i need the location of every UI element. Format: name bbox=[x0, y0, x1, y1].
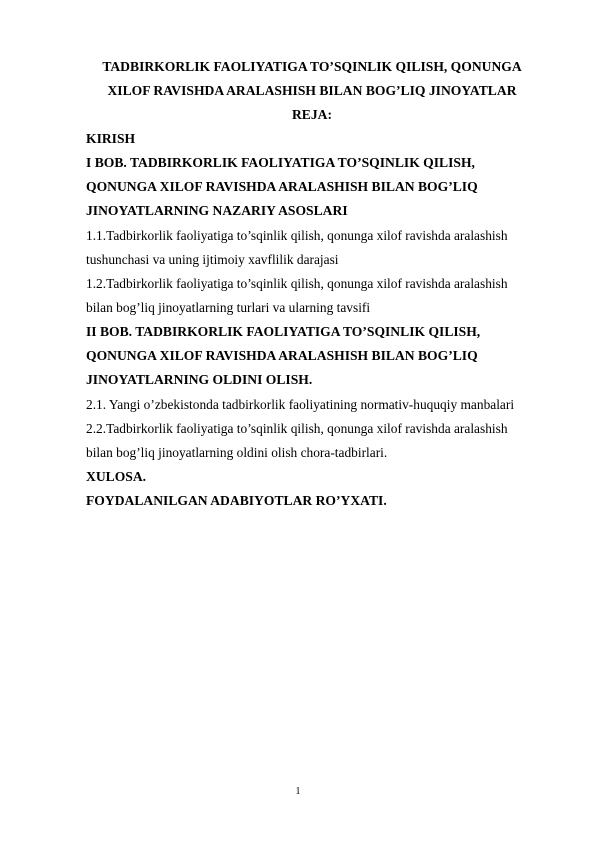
toc-entry-line: JINOYATLARNING OLDINI OLISH. bbox=[86, 372, 313, 388]
toc-entry-line: bilan bog’liq jinoyatlarning oldini olish chora-tadbirlari. bbox=[86, 444, 388, 460]
toc-entry bbox=[86, 127, 546, 151]
table-of-contents bbox=[86, 127, 546, 513]
title-line-2: XILOF RAVISHDA ARALASHISH BILAN BOG’LIQ JINOYATLAR bbox=[107, 83, 517, 99]
toc-entry-line: KIRISH bbox=[86, 131, 136, 146]
toc-entry-line: 2.2.Tadbirkorlik faoliyatiga to’sqinlik qilish, qonunga xilof ravishda aralashish bbox=[86, 420, 508, 436]
toc-entry-line: FOYDALANILGAN ADABIYOTLAR RO’YXATI. bbox=[86, 493, 387, 509]
toc-entry bbox=[86, 320, 546, 392]
toc-entry-line: XULOSA. bbox=[86, 468, 147, 484]
toc-entry bbox=[86, 489, 546, 513]
toc-entry-line: JINOYATLARNING NAZARIY ASOSLARI bbox=[86, 203, 348, 219]
toc-entry bbox=[86, 465, 546, 489]
toc-entry-line: bilan bog’liq jinoyatlarning turlari va ularning tavsifi bbox=[86, 299, 371, 315]
toc-entry-line: I BOB. TADBIRKORLIK FAOLIYATIGA TO’SQINLIK QILISH, bbox=[86, 155, 475, 171]
document-title bbox=[86, 55, 538, 128]
toc-entry bbox=[86, 393, 546, 417]
toc-entry-line: II BOB. TADBIRKORLIK FAOLIYATIGA TO’SQINLIK QILISH, bbox=[86, 324, 481, 340]
page-number: 1 bbox=[295, 786, 301, 797]
toc-entry-line: 1.1.Tadbirkorlik faoliyatiga to’sqinlik qilish, qonunga xilof ravishda aralashish bbox=[86, 227, 508, 243]
toc-entry bbox=[86, 151, 546, 223]
toc-entry bbox=[86, 272, 546, 320]
toc-entry bbox=[86, 224, 546, 272]
toc-entry bbox=[86, 417, 546, 465]
plan-heading: REJA: bbox=[291, 107, 333, 123]
toc-entry-line: QONUNGA XILOF RAVISHDA ARALASHISH BILAN BOG’LIQ bbox=[86, 348, 478, 364]
toc-entry-line: 2.1. Yangi o’zbekistonda tadbirkorlik faoliyatining normativ-huquqiy manbalari bbox=[86, 396, 515, 412]
toc-entry-line: QONUNGA XILOF RAVISHDA ARALASHISH BILAN BOG’LIQ bbox=[86, 179, 478, 195]
toc-entry-line: 1.2.Tadbirkorlik faoliyatiga to’sqinlik qilish, qonunga xilof ravishda aralashish bbox=[86, 275, 508, 291]
title-line-1: TADBIRKORLIK FAOLIYATIGA TO’SQINLIK QILISH, QONUNGA bbox=[102, 59, 522, 74]
toc-entry-line: tushunchasi va uning ijtimoiy xavflilik darajasi bbox=[86, 251, 339, 267]
